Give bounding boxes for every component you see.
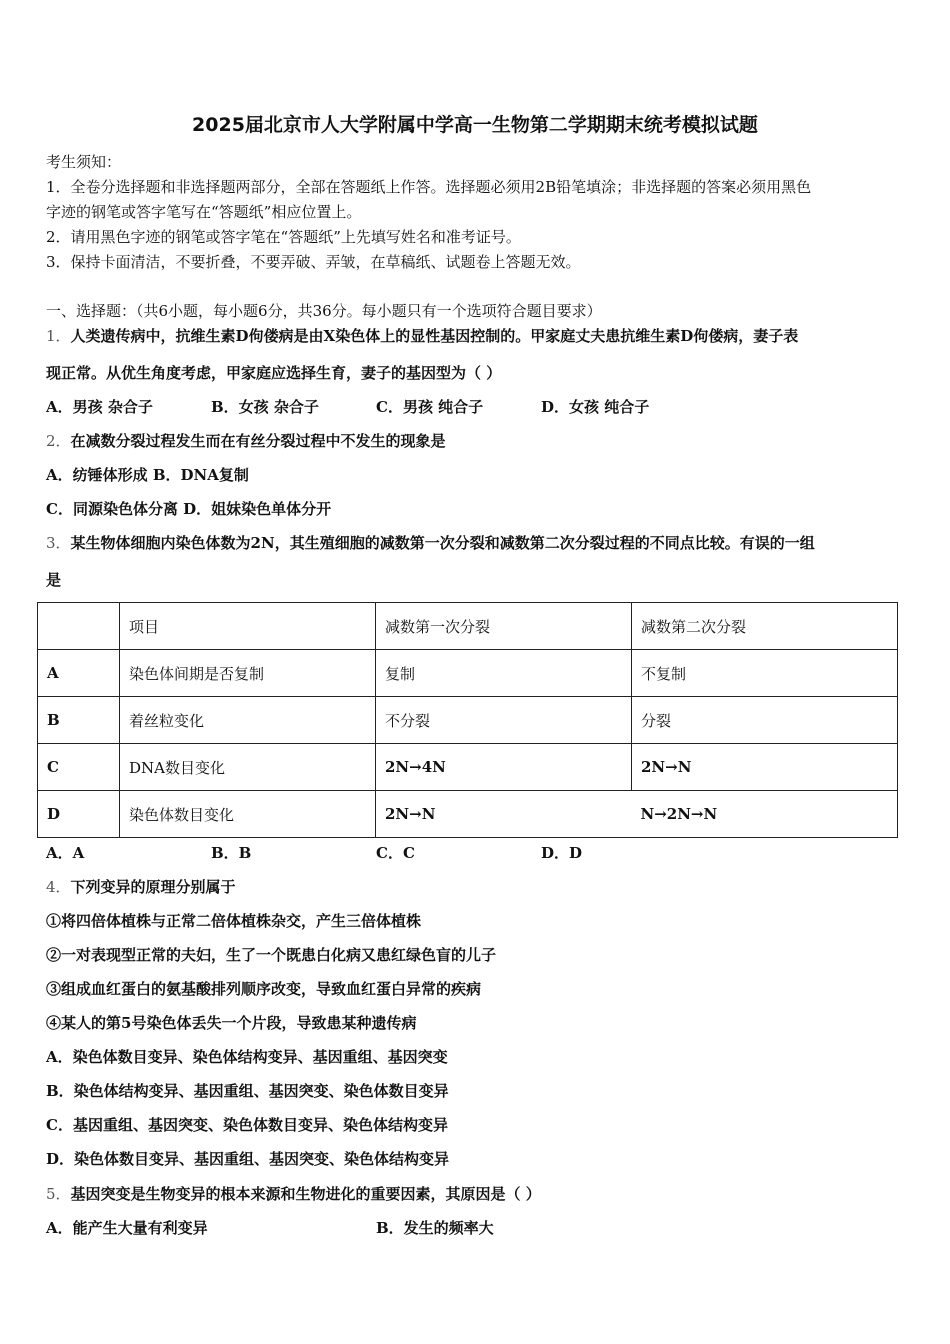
table-row [38,744,898,791]
notice-heading: 考生须知： [46,153,122,171]
question-1 [46,329,798,344]
q1-option-d[interactable]: D．女孩 纯合子 [541,398,650,416]
table-cell: 着丝粒变化 [120,697,376,744]
question-number: 3． [46,534,71,552]
q1-option-c[interactable]: C．男孩 纯合子 [376,398,484,416]
question-1-cont: 现正常。从优生角度考虑，甲家庭应选择生育，妻子的基因型为（ ） [46,364,502,382]
table-cell: B [38,697,120,744]
table-cell: 不复制 [632,650,898,697]
question-4 [46,880,236,895]
section-heading: 一、选择题：（共6小题，每小题6分，共36分。每小题只有一个选项符合题目要求） [46,302,602,320]
table-cell: 染色体数目变化 [120,791,376,838]
table-cell: 复制 [376,650,632,697]
page-title: 2025届北京市人大学附属中学高一生物第二学期期末统考模拟试题 [192,114,758,136]
q2-options-row-1[interactable]: A．纺锤体形成 B．DNA复制 [46,466,249,484]
q2-options-row-2[interactable]: C．同源染色体分离 D．姐妹染色单体分开 [46,500,332,518]
table-header: 项目 [120,603,376,650]
table-cell: D [38,791,120,838]
q4-item-2: ②一对表现型正常的夫妇，生了一个既患白化病又患红绿色盲的儿子 [46,946,497,964]
question-text: 某生物体细胞内染色体数为2N，其生殖细胞的减数第一次分裂和减数第二次分裂过程的不同点比较。有误的一组 [70,534,815,552]
question-text: 基因突变是生物变异的根本来源和生物进化的重要因素，其原因是（ ） [70,1185,541,1203]
question-text: 下列变异的原理分别属于 [70,878,236,896]
q4-option-b[interactable]: B．染色体结构变异、基因重组、基因突变、染色体数目变异 [46,1082,449,1100]
table-cell: 分裂 [632,697,898,744]
table-row [38,650,898,697]
table-header: 减数第二次分裂 [632,603,898,650]
question-2 [46,434,446,449]
table-cell: C [38,744,120,791]
table-cell: 不分裂 [376,697,632,744]
q4-option-c[interactable]: C．基因重组、基因突变、染色体数目变异、染色体结构变异 [46,1116,448,1134]
q3-option-c[interactable]: C．C [376,844,415,862]
question-text: 人类遗传病中，抗维生素D佝偻病是由X染色体上的显性基因控制的。甲家庭丈夫患抗维生素D佝偻病，妻子表 [70,327,799,345]
table-cell: 2N→4N [376,744,632,791]
q1-option-a[interactable]: A．男孩 杂合子 [46,398,153,416]
question-number: 1． [46,327,71,345]
table-cell: A [38,650,120,697]
question-number: 4． [46,878,71,896]
q1-option-b[interactable]: B．女孩 杂合子 [211,398,319,416]
notice-item-3: 3．保持卡面清洁，不要折叠，不要弄破、弄皱，在草稿纸、试题卷上答题无效。 [46,253,581,271]
q5-option-a[interactable]: A．能产生大量有利变异 [46,1219,208,1237]
question-text: 在减数分裂过程发生而在有丝分裂过程中不发生的现象是 [70,432,446,450]
table-header [38,603,120,650]
table-row [38,697,898,744]
table-row [38,791,898,838]
table-cell: 2N→N [632,744,898,791]
q4-option-d[interactable]: D．染色体数目变异、基因重组、基因突变、染色体结构变异 [46,1150,450,1168]
q3-option-d[interactable]: D．D [541,844,583,862]
q5-option-b[interactable]: B．发生的频率大 [376,1219,494,1237]
q4-item-4: ④某人的第5号染色体丢失一个片段，导致患某种遗传病 [46,1014,417,1032]
q4-option-a[interactable]: A．染色体数目变异、染色体结构变异、基因重组、基因突变 [46,1048,448,1066]
notice-item-1: 1．全卷分选择题和非选择题两部分，全部在答题纸上作答。选择题必须用2B铅笔填涂；非选择题的答案必须用黑色 [46,178,812,196]
notice-item-2: 2．请用黑色字迹的钢笔或答字笔在“答题纸”上先填写姓名和准考证号。 [46,228,521,246]
q3-option-b[interactable]: B．B [211,844,252,862]
table-cell: DNA数目变化 [120,744,376,791]
table-header: 减数第一次分裂 [376,603,632,650]
question-3-cont: 是 [46,571,62,589]
table-cell: N→2N→N [632,791,898,838]
question-number: 2． [46,432,71,450]
q4-item-3: ③组成血红蛋白的氨基酸排列顺序改变，导致血红蛋白异常的疾病 [46,980,482,998]
question-5 [46,1187,541,1202]
question-3 [46,536,815,551]
table-header-row [38,603,898,650]
question-number: 5． [46,1185,71,1203]
table-cell: 2N→N [376,791,632,838]
q4-item-1: ①将四倍体植株与正常二倍体植株杂交，产生三倍体植株 [46,912,422,930]
comparison-table [37,602,898,838]
q3-option-a[interactable]: A．A [46,844,85,862]
table-cell: 染色体间期是否复制 [120,650,376,697]
notice-item-1-cont: 字迹的钢笔或答字笔写在“答题纸”相应位置上。 [46,203,362,221]
